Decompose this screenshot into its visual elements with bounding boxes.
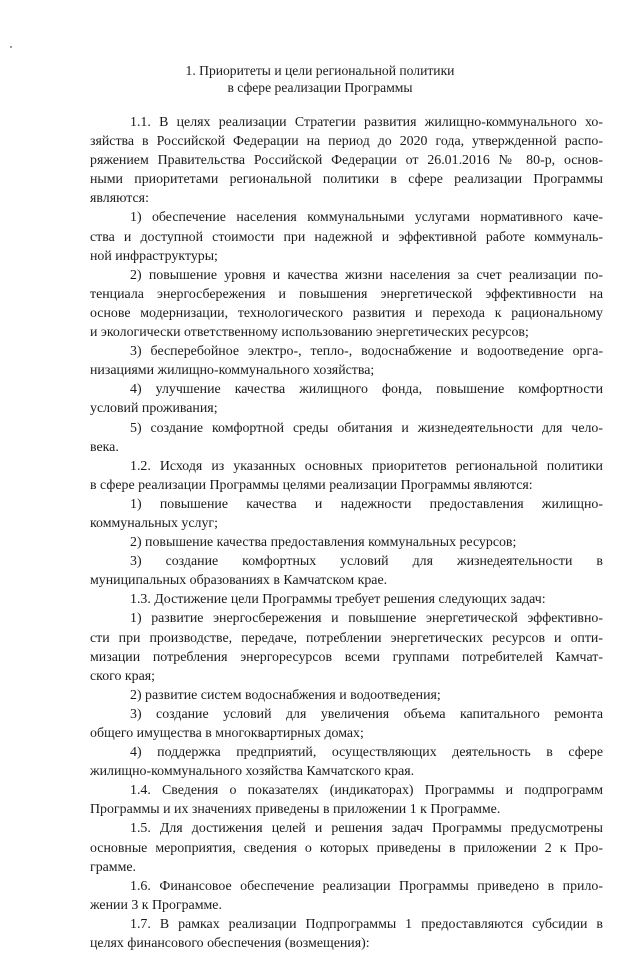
text-line: общего имущества в многоквартирных домах; bbox=[90, 726, 364, 741]
text-line: 1) развитие энергосбережения и повышение энергетической эффективно- bbox=[130, 611, 603, 627]
text-line: низациями жилищно-коммунального хозяйства; bbox=[90, 363, 375, 379]
document-body bbox=[90, 113, 603, 953]
text-line: 2) повышение качества предоставления коммунальных ресурсов; bbox=[130, 535, 517, 551]
text-line: ной инфраструктуры; bbox=[90, 248, 218, 264]
text-line: коммунальных услуг; bbox=[90, 515, 218, 531]
text-line: Программы и их значениях приведены в приложении 1 к Программе. bbox=[90, 802, 501, 818]
text-line: 1.1. В целях реализации Стратегии развития жилищно-коммунального хо- bbox=[130, 115, 603, 130]
text-line: и экологически ответственному использованию энергетических ресурсов; bbox=[90, 325, 529, 341]
text-line: 3) бесперебойное электро-, тепло-, водоснабжение и водоотведение орга- bbox=[130, 344, 603, 360]
text-line: 1.3. Достижение цели Программы требует решения следующих задач: bbox=[130, 592, 546, 608]
text-line: жении 3 к Программе. bbox=[90, 897, 222, 913]
text-line: 1.7. В рамках реализации Подпрограммы 1 предоставляются субсидии в bbox=[130, 916, 603, 932]
text-line: ными приоритетами региональной политики в сфере реализации Программы bbox=[90, 172, 603, 188]
text-line: ства и доступной стоимости при надежной и эффективной работе коммуналь- bbox=[90, 229, 603, 245]
text-line: ского края; bbox=[90, 668, 156, 684]
text-line: сти при производстве, передаче, потреблении энергетических ресурсов и опти- bbox=[90, 630, 603, 646]
text-line: 1.2. Исходя из указанных основных приоритетов региональной политики bbox=[130, 458, 603, 474]
heading-line-2: в сфере реализации Программы bbox=[227, 80, 413, 95]
text-line: 2) развитие систем водоснабжения и водоотведения; bbox=[130, 687, 441, 703]
text-line: в сфере реализации Программы целями реализации Программы являются: bbox=[90, 477, 533, 493]
heading-line-1: 1. Приоритеты и цели региональной политики bbox=[185, 63, 455, 78]
text-line: 1.5. Для достижения целей и решения задач Программы предусмотрены bbox=[130, 821, 603, 837]
text-line: 3) создание условий для увеличения объема капитального ремонта bbox=[130, 706, 603, 722]
scan-speck bbox=[10, 46, 12, 48]
text-line: 5) создание комфортной среды обитания и жизнедеятельности для чело- bbox=[130, 420, 603, 436]
text-line: являются: bbox=[90, 191, 149, 207]
text-line: грамме. bbox=[90, 859, 137, 875]
section-heading bbox=[0, 62, 640, 96]
text-line: зяйства в Российской Федерации на период до 2020 года, утвержденной распо- bbox=[90, 134, 603, 150]
text-line: ряжением Правительства Российской Федерации от 26.01.2016 № 80-р, основ- bbox=[90, 153, 603, 169]
text-line: мизации потребления энергоресурсов всеми группами потребителей Камчат- bbox=[90, 649, 603, 665]
text-line: целях финансового обеспечения (возмещения): bbox=[90, 936, 370, 952]
text-line: 3) создание комфортных условий для жизнедеятельности в bbox=[130, 554, 603, 570]
text-line: 1.4. Сведения о показателях (индикаторах) Программы и подпрограмм bbox=[130, 783, 603, 799]
text-line: основе модернизации, технологического развития и перехода к рациональному bbox=[90, 305, 603, 321]
text-line: условий проживания; bbox=[90, 401, 218, 417]
text-line: 1) обеспечение населения коммунальными услугами нормативного каче- bbox=[130, 210, 603, 226]
text-line: века. bbox=[90, 439, 119, 455]
text-line: тенциала энергосбережения и повышения энергетической эффективности на bbox=[90, 286, 603, 302]
text-line: 4) улучшение качества жилищного фонда, повышение комфортности bbox=[130, 382, 603, 398]
text-line: муниципальных образованиях в Камчатском крае. bbox=[90, 573, 388, 589]
text-line: 4) поддержка предприятий, осуществляющих деятельность в сфере bbox=[130, 745, 603, 761]
text-line: 1.6. Финансовое обеспечение реализации Программы приведено в прило- bbox=[130, 878, 603, 894]
text-line: 1) повышение качества и надежности предоставления жилищно- bbox=[130, 496, 603, 512]
text-line: 2) повышение уровня и качества жизни населения за счет реализации по- bbox=[130, 267, 603, 283]
text-line: жилищно-коммунального хозяйства Камчатского края. bbox=[90, 764, 415, 780]
text-line: основные мероприятия, сведения о которых приведены в приложении 2 к Про- bbox=[90, 840, 603, 856]
